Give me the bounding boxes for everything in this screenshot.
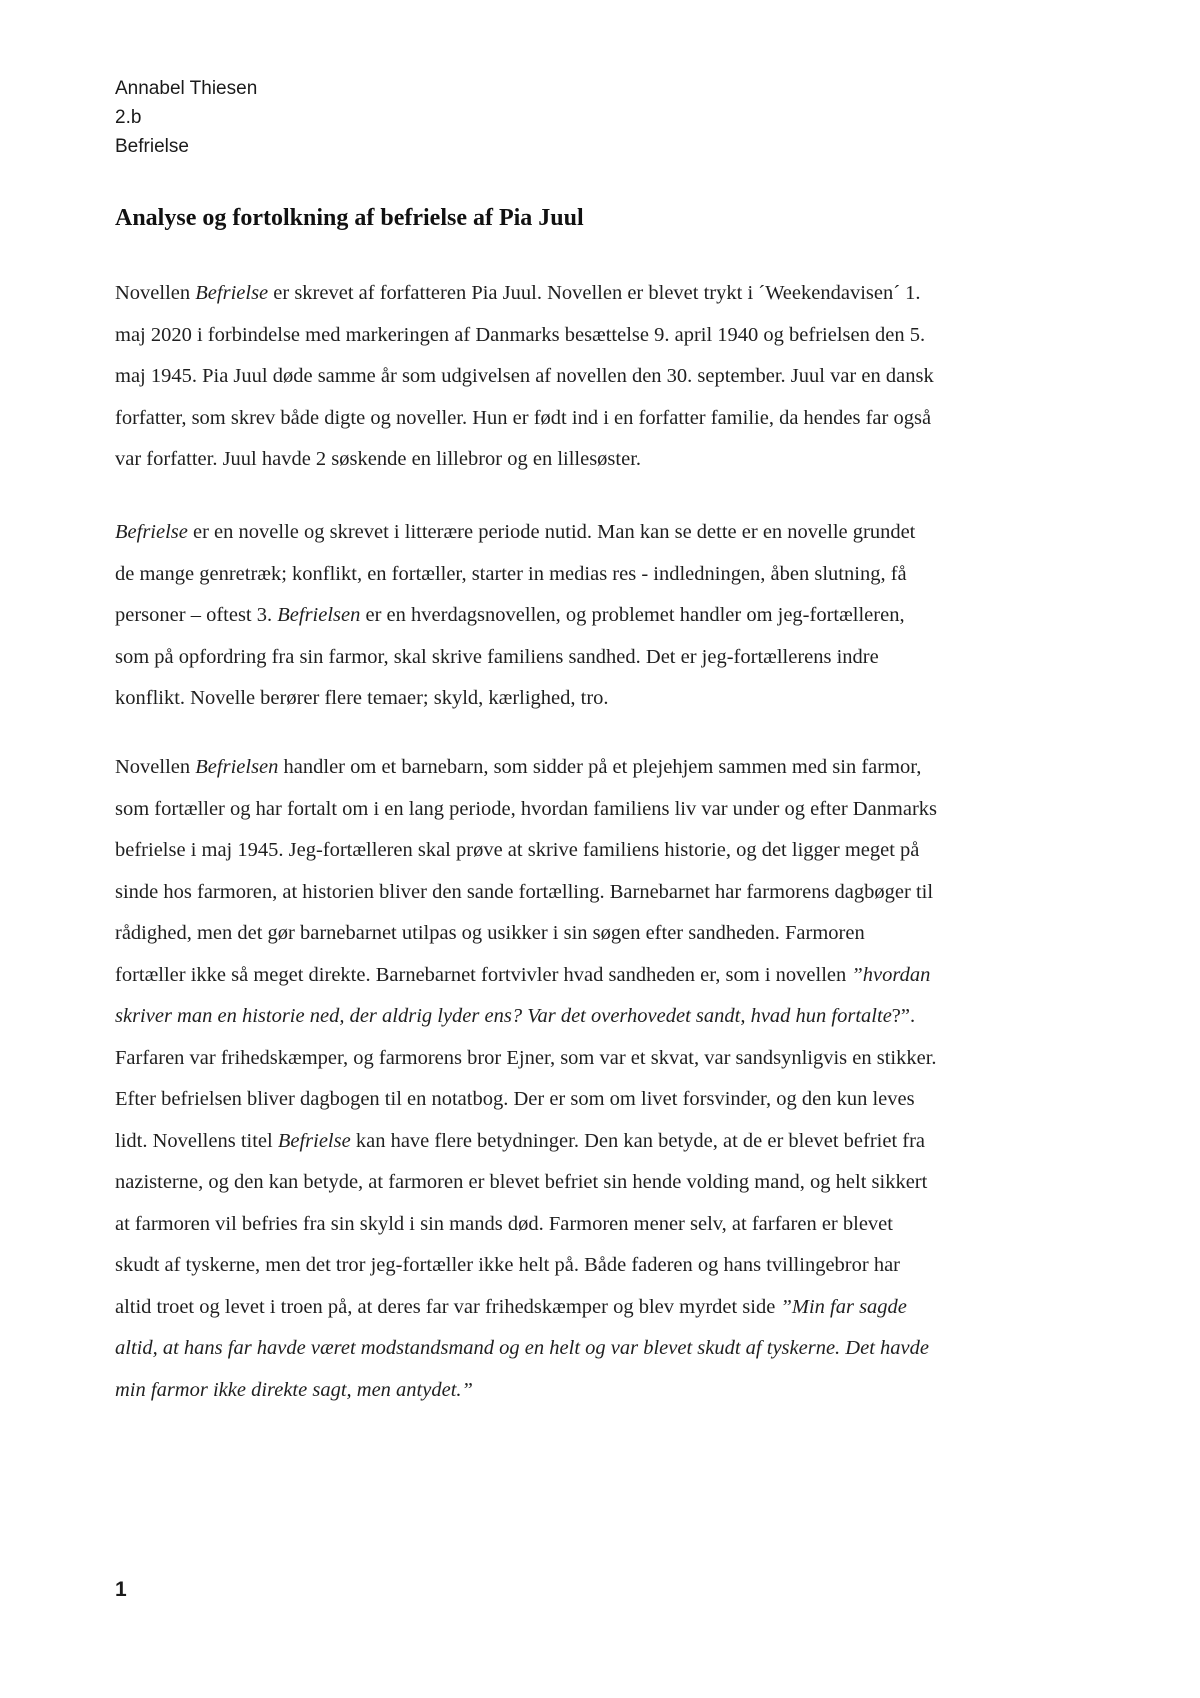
italic-segment: skriver man en historie ned, der aldrig lyder ens? Var det overhovedet sandt, hvad hun fortalte — [115, 1005, 892, 1027]
text-segment: personer – oftest 3. — [115, 604, 278, 626]
text-segment: Efter befrielsen bliver dagbogen til en notatbog. Der er som om livet forsvinder, og den kun leves — [115, 1088, 915, 1110]
text-line — [115, 1245, 1100, 1287]
text-line — [115, 595, 1100, 637]
text-line — [115, 747, 1100, 789]
text-line — [115, 273, 1100, 315]
italic-segment: Befrielsen — [195, 756, 279, 778]
text-segment: rådighed, men det gør barnebarnet utilpas og usikker i sin søgen efter sandheden. Farmoren — [115, 922, 865, 944]
text-segment: Novellen — [115, 756, 196, 778]
text-segment: maj 1945. Pia Juul døde samme år som udgivelsen af novellen den 30. september. Juul var en dansk — [115, 365, 934, 387]
text-segment: var forfatter. Juul havde 2 søskende en lillebror og en lillesøster. — [115, 448, 642, 470]
text-segment: er en novelle og skrevet i litterære periode nutid. Man kan se dette er en novelle grundet — [187, 521, 916, 543]
text-segment: lidt. Novellens titel — [115, 1129, 278, 1152]
text-segment: som fortæller og har fortalt om i en lang periode, hvordan familiens liv var under og efter Danmarks — [115, 797, 938, 820]
italic-segment: Befrielse — [195, 282, 269, 304]
text-segment: er en hverdagsnovellen, og problemet handler om jeg-fortælleren, — [360, 604, 905, 626]
text-segment: forfatter, som skrev både digte og noveller. Hun er født ind i en forfatter familie, da hendes far også — [115, 406, 932, 429]
text-segment: de mange genretræk; konflikt, en fortæller, starter in medias res - indledningen, åben slutning, få — [115, 562, 907, 585]
text-segment: skudt af tyskerne, men det tror jeg-fortæller ikke helt på. Både faderen og hans tvillingebror har — [115, 1254, 901, 1276]
text-line — [115, 1121, 1100, 1163]
text-line — [115, 789, 1100, 831]
text-line — [115, 678, 1100, 720]
text-line — [115, 872, 1100, 914]
text-line — [115, 1079, 1100, 1121]
text-segment: befrielse i maj 1945. Jeg-fortælleren skal prøve at skrive familiens historie, og det ligger meget på — [115, 839, 920, 861]
text-segment: maj 2020 i forbindelse med markeringen af Danmarks besættelse 9. april 1940 og befrielsen den 5. — [115, 323, 926, 346]
text-segment: altid troet og levet i troen på, at deres far var frihedskæmper og blev myrdet side — [115, 1295, 781, 1318]
italic-segment: Befrielse — [277, 1129, 351, 1152]
italic-segment: altid, at hans far havde været modstandsmand og en helt og var blevet skudt af tyskerne. Det havde — [115, 1337, 929, 1359]
author-name: Annabel Thiesen — [115, 78, 258, 99]
text-segment: Novellen — [115, 282, 196, 304]
text-segment: at farmoren vil befries fra sin skyld i sin mands død. Farmoren mener selv, at farfaren er blevet — [115, 1212, 893, 1235]
text-line — [115, 439, 1100, 481]
text-segment: sinde hos farmoren, at historien bliver den sande fortælling. Barnebarnet har farmorens dagbøger til — [115, 880, 934, 903]
text-segment: Farfaren var frihedskæmper, og farmorens bror Ejner, som var et skvat, var sandsynligvis en stikker. — [115, 1046, 937, 1069]
text-segment: er skrevet af forfatteren Pia Juul. Novellen er blevet trykt i ´Weekendavisen´ 1. — [268, 282, 921, 304]
italic-segment: ”Min far sagde — [780, 1295, 907, 1318]
text-line — [115, 1204, 1100, 1246]
paragraph-genre — [115, 512, 1100, 720]
topic-label: Befrielse — [115, 136, 189, 157]
text-line — [115, 955, 1100, 997]
text-line — [115, 398, 1100, 440]
text-line — [115, 1328, 1100, 1370]
italic-segment: Befrielse — [115, 521, 188, 543]
text-line — [115, 1287, 1100, 1329]
page-number: 1 — [115, 1578, 127, 1601]
text-segment: konflikt. Novelle berører flere temaer; skyld, kærlighed, tro. — [115, 687, 609, 709]
paragraph-intro — [115, 273, 1100, 481]
text-line — [115, 913, 1100, 955]
paragraph-summary — [115, 747, 1100, 1411]
text-segment: som på opfordring fra sin farmor, skal skrive familiens sandhed. Det er jeg-fortællerens indre — [115, 645, 879, 668]
text-segment: nazisterne, og den kan betyde, at farmoren er blevet befriet sin hende volding mand, og helt sikkert — [115, 1171, 928, 1193]
text-line — [115, 830, 1100, 872]
text-line — [115, 637, 1100, 679]
italic-segment: min farmor ikke direkte sagt, men antydet.” — [115, 1378, 473, 1401]
text-line — [115, 1038, 1100, 1080]
document-title: Analyse og fortolkning af befrielse af Pia Juul — [115, 205, 584, 231]
text-segment: handler om et barnebarn, som sidder på et plejehjem sammen med sin farmor, — [278, 756, 922, 778]
document-header — [115, 74, 257, 161]
text-line — [115, 315, 1100, 357]
text-line — [115, 512, 1100, 554]
text-line — [115, 356, 1100, 398]
text-line — [115, 996, 1100, 1038]
text-segment: ?”. — [891, 1005, 916, 1027]
text-segment: kan have flere betydninger. Den kan betyde, at de er blevet befriet fra — [350, 1129, 926, 1152]
text-line — [115, 554, 1100, 596]
text-line — [115, 1162, 1100, 1204]
class-label: 2.b — [115, 107, 142, 128]
text-line — [115, 1370, 1100, 1412]
italic-segment: ”hvordan — [851, 963, 931, 986]
text-segment: fortæller ikke så meget direkte. Barnebarnet fortvivler hvad sandheden er, som i novellen — [115, 963, 852, 986]
italic-segment: Befrielsen — [277, 604, 361, 626]
